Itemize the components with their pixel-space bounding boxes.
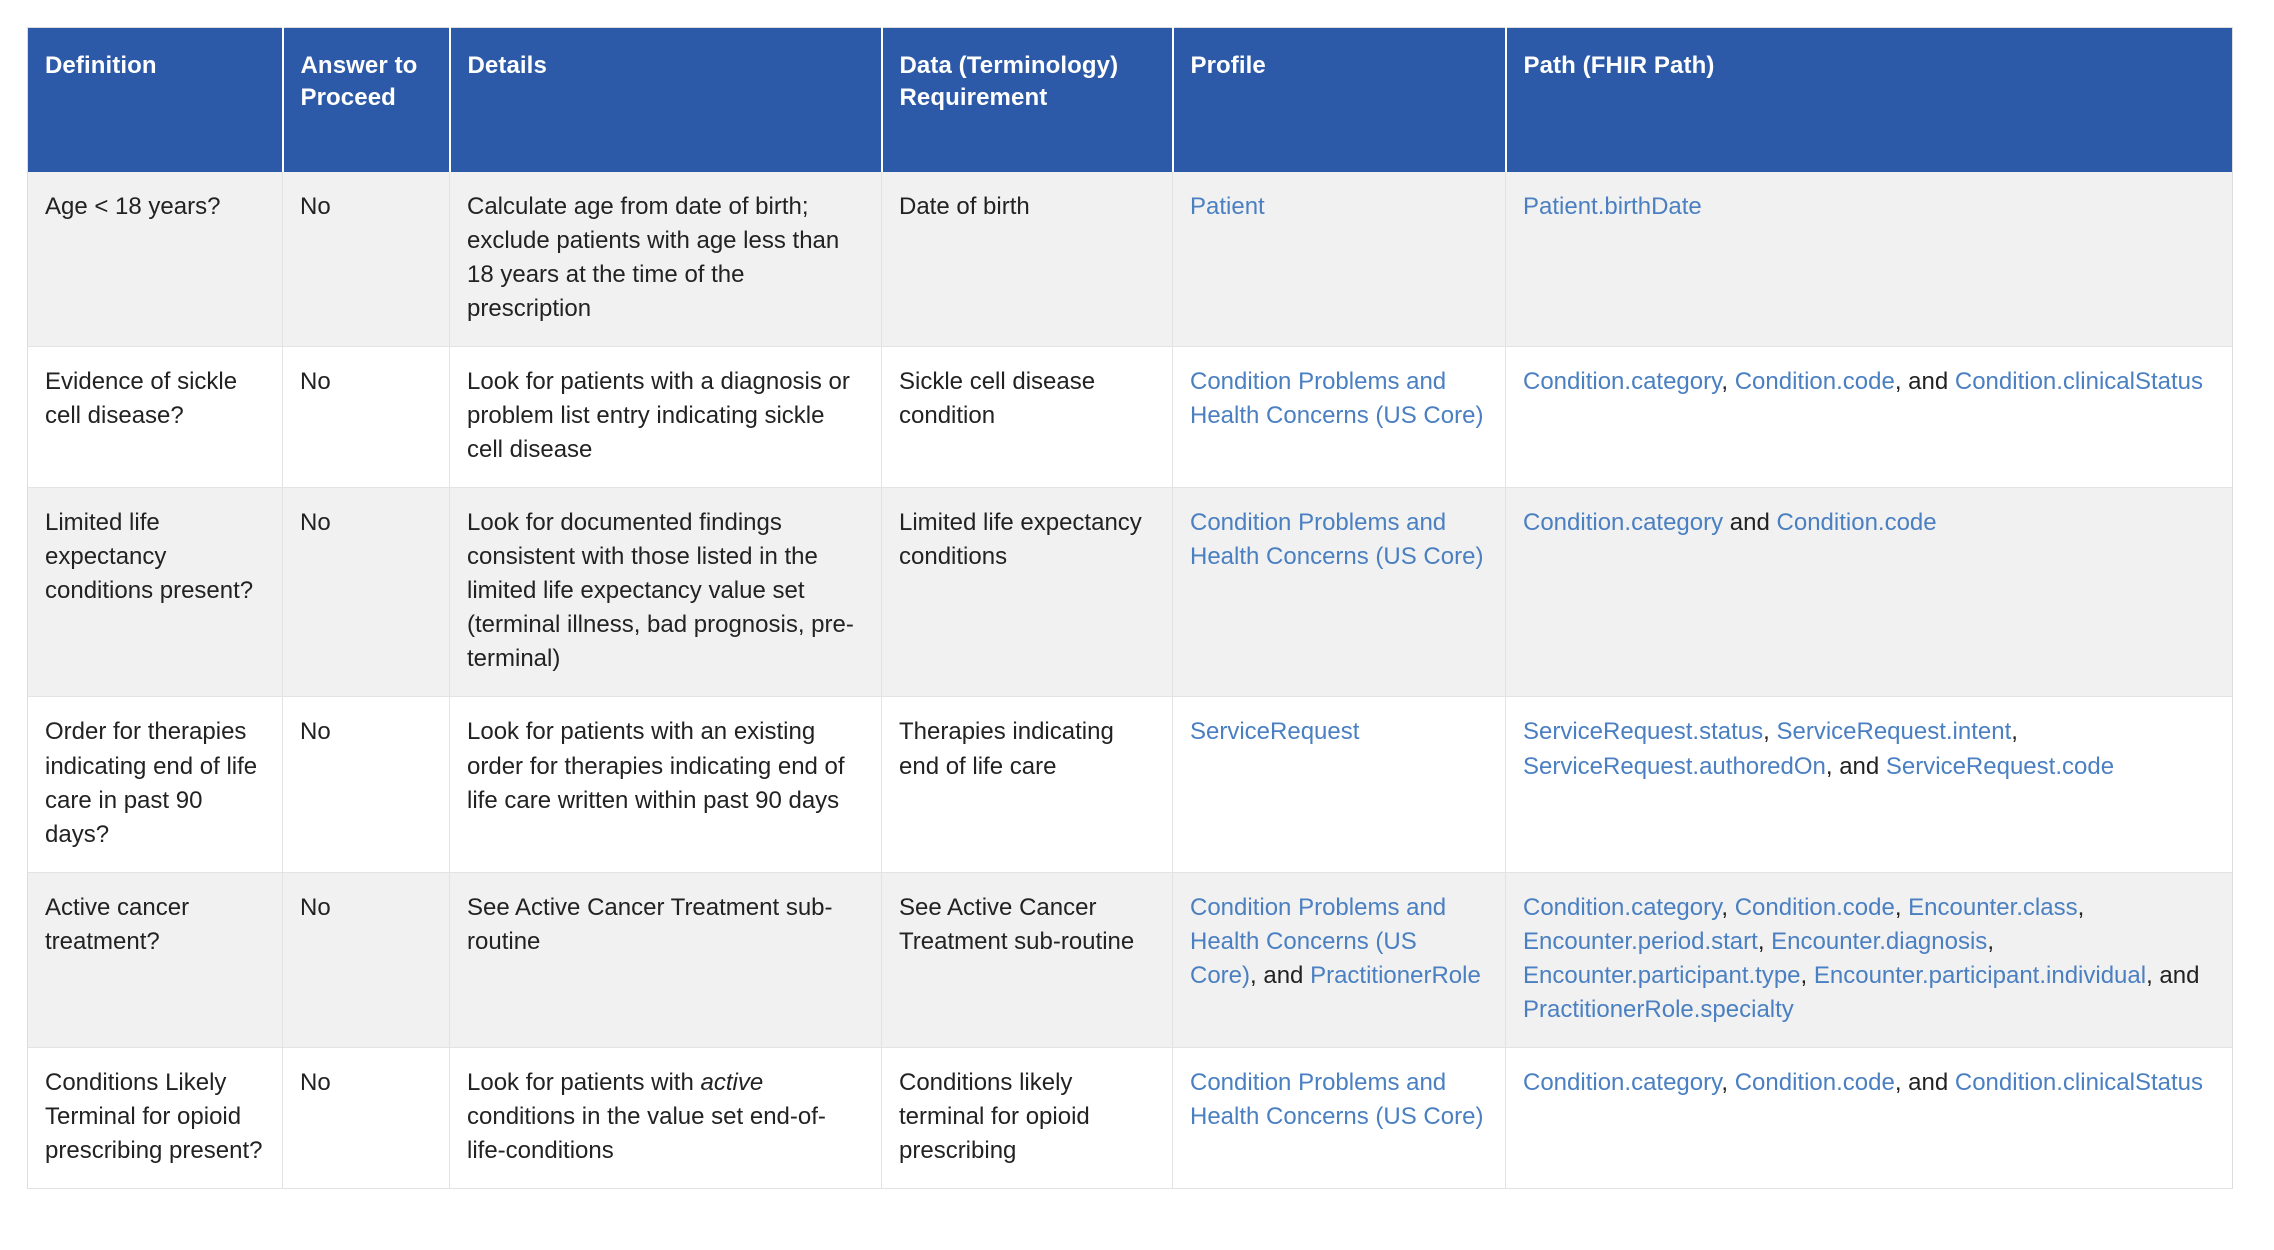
column-header-answer-to-proceed: Answer to Proceed (283, 28, 450, 172)
data-requirement-cell: See Active Cancer Treatment sub-routine (882, 872, 1173, 1047)
fhir-reference-link[interactable]: Condition.clinicalStatus (1954, 367, 2203, 395)
fhir-reference-link[interactable]: Condition.code (1734, 1069, 1895, 1097)
requirements-table (27, 27, 2233, 1189)
data-requirement-cell: Therapies indicating end of life care (882, 697, 1173, 872)
definition-cell: Order for therapies indicating end of life care in past 90 days? (28, 697, 283, 872)
profile-cell (1173, 488, 1506, 697)
data-requirement-cell: Limited life expectancy conditions (882, 488, 1173, 697)
data-requirement-cell: Date of birth (882, 172, 1173, 347)
path-cell (1506, 172, 2233, 347)
path-cell: Condition.category and Condition.code (1506, 488, 2233, 697)
fhir-reference-link[interactable]: Encounter.period.start (1523, 927, 1758, 955)
fhir-reference-link[interactable]: Encounter.diagnosis (1771, 927, 1988, 955)
definition-cell: Active cancer treatment? (28, 872, 283, 1047)
table-row (28, 1048, 2233, 1189)
fhir-reference-link[interactable]: Condition.code (1734, 893, 1895, 921)
profile-cell (1173, 1048, 1506, 1189)
profile-cell (1173, 346, 1506, 487)
fhir-reference-link[interactable]: ServiceRequest (1190, 718, 1360, 746)
column-header-profile: Profile (1173, 28, 1506, 172)
fhir-reference-link[interactable]: Condition.category (1523, 367, 1722, 395)
definition-cell: Age < 18 years? (28, 172, 283, 347)
fhir-reference-link[interactable]: Encounter.participant.individual (1813, 961, 2147, 989)
details-cell: See Active Cancer Treatment sub-routine (450, 872, 882, 1047)
table-row (28, 872, 2233, 1047)
column-header-definition: Definition (28, 28, 283, 172)
emphasized-text: active (700, 1069, 764, 1097)
fhir-reference-link[interactable]: Patient (1190, 192, 1265, 220)
table-body (28, 172, 2233, 1189)
fhir-reference-link[interactable]: Condition.clinicalStatus (1954, 1069, 2203, 1097)
profile-cell: Condition Problems and Health Concerns (US Core), and PractitionerRole (1173, 872, 1506, 1047)
fhir-reference-link[interactable]: PractitionerRole.specialty (1523, 995, 1794, 1023)
fhir-reference-link[interactable]: Condition Problems and Health Concerns (US Core) (1190, 893, 1447, 989)
details-cell: Calculate age from date of birth; exclude patients with age less than 18 years at the time of the prescription (450, 172, 882, 347)
profile-cell (1173, 697, 1506, 872)
answer-to-proceed-cell: No (283, 872, 450, 1047)
table-header (28, 28, 2233, 172)
table-row (28, 346, 2233, 487)
fhir-reference-link[interactable]: ServiceRequest.authoredOn (1523, 752, 1826, 780)
table-row (28, 488, 2233, 697)
fhir-reference-link[interactable]: Condition.category (1523, 509, 1724, 537)
path-cell: ServiceRequest.status, ServiceRequest.intent, ServiceRequest.authoredOn, and ServiceRequest.code (1506, 697, 2233, 872)
fhir-reference-link[interactable]: Condition.code (1776, 509, 1937, 537)
fhir-reference-link[interactable]: ServiceRequest.status (1523, 718, 1764, 746)
definition-cell: Conditions Likely Terminal for opioid prescribing present? (28, 1048, 283, 1189)
details-cell: Look for patients with an existing order for therapies indicating end of life care written within past 90 days (450, 697, 882, 872)
answer-to-proceed-cell: No (283, 488, 450, 697)
fhir-reference-link[interactable]: PractitionerRole (1310, 961, 1481, 989)
data-requirement-cell: Sickle cell disease condition (882, 346, 1173, 487)
answer-to-proceed-cell: No (283, 697, 450, 872)
column-header-details: Details (450, 28, 882, 172)
fhir-reference-link[interactable]: Condition Problems and Health Concerns (US Core) (1190, 367, 1484, 429)
fhir-reference-link[interactable]: Condition.code (1734, 367, 1895, 395)
table-row (28, 172, 2233, 347)
data-requirement-cell: Conditions likely terminal for opioid prescribing (882, 1048, 1173, 1189)
path-cell: Condition.category, Condition.code, and Condition.clinicalStatus (1506, 1048, 2233, 1189)
profile-cell (1173, 172, 1506, 347)
column-header-path-fhir-path: Path (FHIR Path) (1506, 28, 2233, 172)
definition-cell: Evidence of sickle cell disease? (28, 346, 283, 487)
fhir-reference-link[interactable]: ServiceRequest.intent (1776, 718, 2012, 746)
answer-to-proceed-cell: No (283, 1048, 450, 1189)
fhir-reference-link[interactable]: Condition.category (1523, 1069, 1722, 1097)
fhir-reference-link[interactable]: Condition Problems and Health Concerns (US Core) (1190, 1069, 1484, 1131)
answer-to-proceed-cell: No (283, 346, 450, 487)
fhir-reference-link[interactable]: Condition.category (1523, 893, 1722, 921)
answer-to-proceed-cell: No (283, 172, 450, 347)
path-cell: Condition.category, Condition.code, Encounter.class, Encounter.period.start, Encounter.diagnosis, Encounter.participant.type, Encounter.participant.individual, and PractitionerRole.specialty (1506, 872, 2233, 1047)
fhir-reference-link[interactable]: Encounter.class (1908, 893, 2078, 921)
details-cell: Look for patients with active conditions in the value set end-of-life-conditions (450, 1048, 882, 1189)
details-cell: Look for documented findings consistent with those listed in the limited life expectancy value set (terminal illness, bad prognosis, pre-terminal) (450, 488, 882, 697)
fhir-reference-link[interactable]: Encounter.participant.type (1523, 961, 1801, 989)
fhir-reference-link[interactable]: ServiceRequest.code (1885, 752, 2115, 780)
fhir-reference-link[interactable]: Patient.birthDate (1523, 192, 1702, 220)
definition-cell: Limited life expectancy conditions present? (28, 488, 283, 697)
fhir-reference-link[interactable]: Condition Problems and Health Concerns (US Core) (1190, 509, 1484, 571)
table-row (28, 697, 2233, 872)
details-cell: Look for patients with a diagnosis or problem list entry indicating sickle cell disease (450, 346, 882, 487)
path-cell: Condition.category, Condition.code, and Condition.clinicalStatus (1506, 346, 2233, 487)
header-row (28, 28, 2233, 172)
column-header-data-terminology-requirement: Data (Terminology) Requirement (882, 28, 1173, 172)
